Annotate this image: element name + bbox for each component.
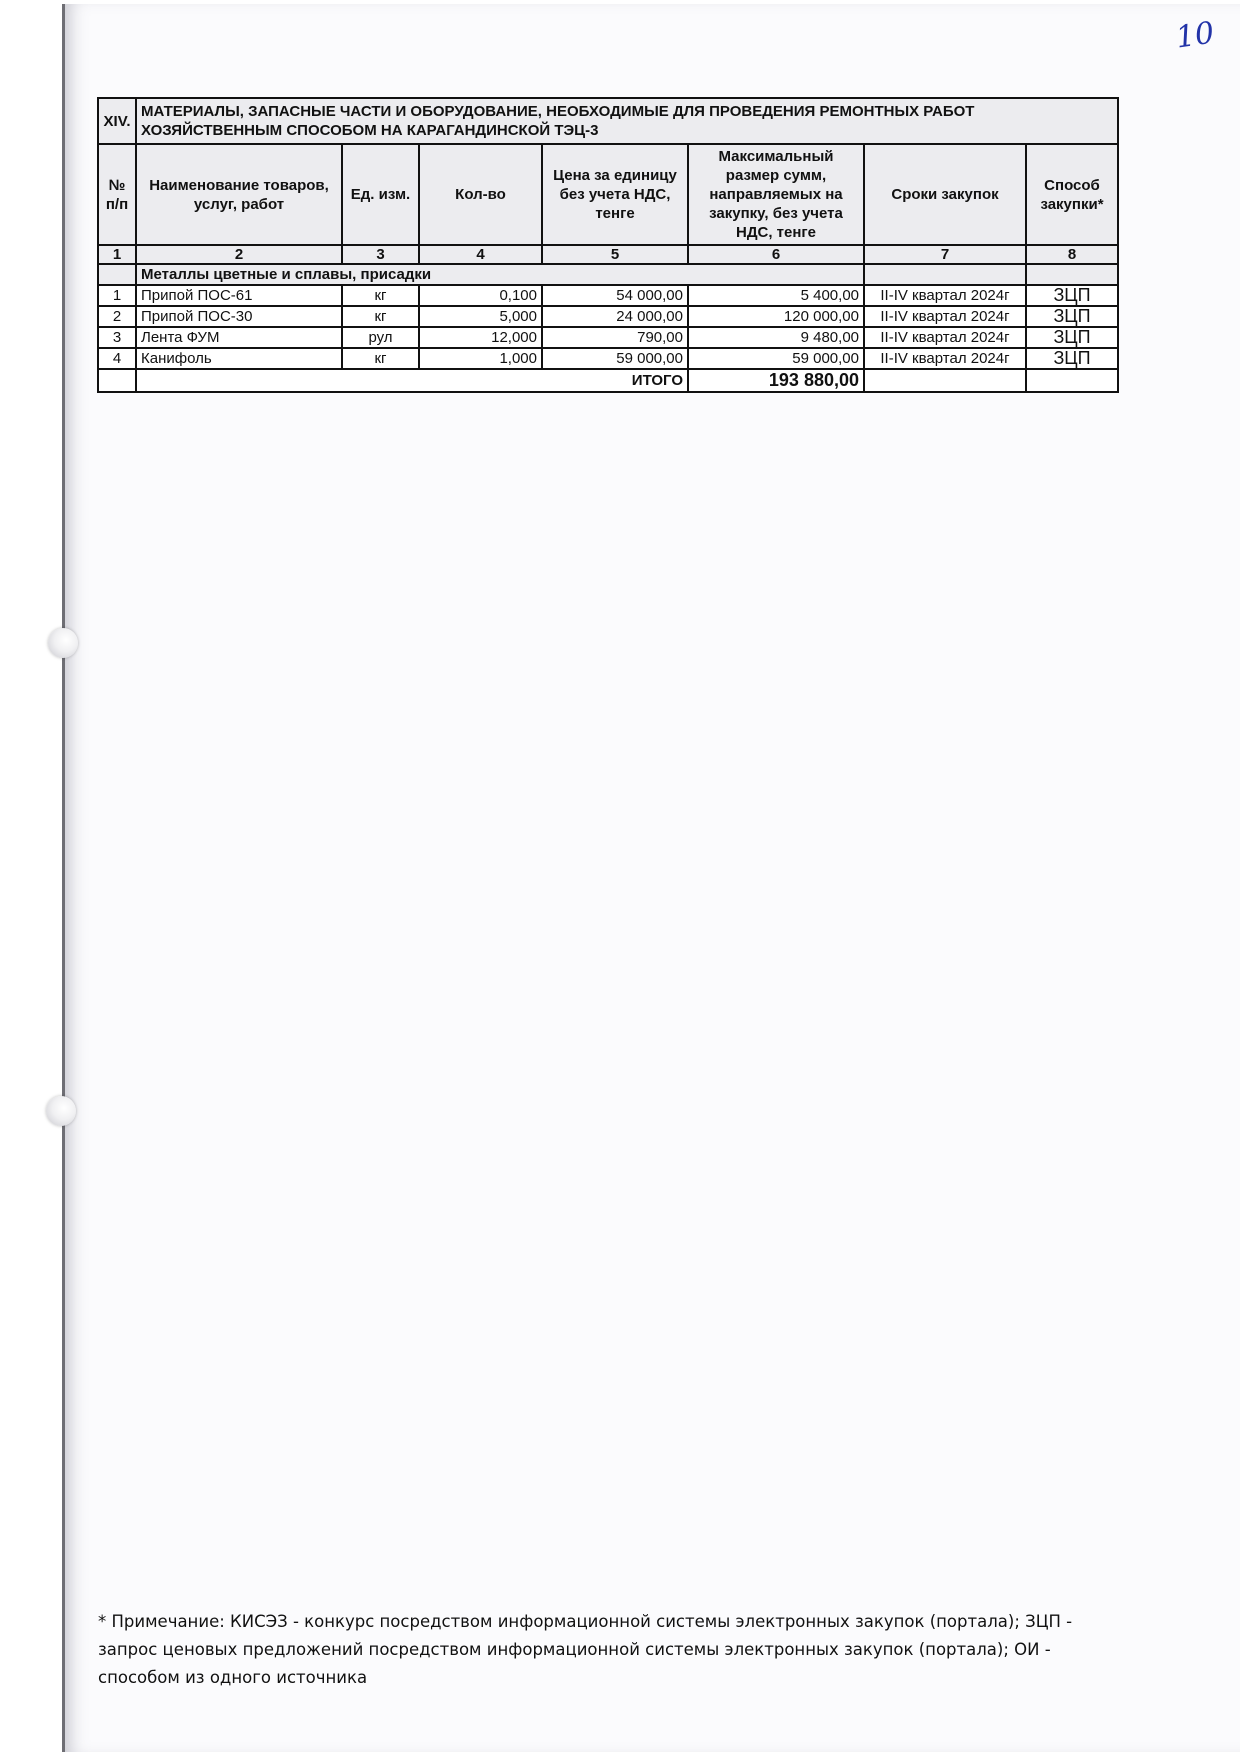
header-method: Способ закупки*	[1026, 144, 1118, 245]
item-method: ЗЦП	[1026, 327, 1118, 348]
header-timing: Сроки закупок	[864, 144, 1026, 245]
header-name: Наименование товаров, услуг, работ	[136, 144, 342, 245]
row-index: 3	[98, 327, 136, 348]
item-max-amount: 9 480,00	[688, 327, 864, 348]
total-row	[98, 369, 1118, 392]
column-number: 2	[136, 245, 342, 264]
header-unit-price: Цена за единицу без учета НДС, тенге	[542, 144, 688, 245]
section-title: МАТЕРИАЛЫ, ЗАПАСНЫЕ ЧАСТИ И ОБОРУДОВАНИЕ, НЕОБХОДИМЫЕ ДЛЯ ПРОВЕДЕНИЯ РЕМОНТНЫХ РАБОТ ХОЗЯЙСТВЕННЫМ СПОСОБОМ НА КАРАГАНДИНСКОЙ ТЭЦ-3	[136, 98, 1118, 144]
item-unit: кг	[342, 306, 419, 327]
item-max-amount: 5 400,00	[688, 285, 864, 306]
group-spacer	[98, 264, 136, 285]
item-name: Канифоль	[136, 348, 342, 369]
row-index: 1	[98, 285, 136, 306]
item-unit: кг	[342, 285, 419, 306]
group-title: Металлы цветные и сплавы, присадки	[136, 264, 864, 285]
item-max-amount: 120 000,00	[688, 306, 864, 327]
item-name: Припой ПОС-61	[136, 285, 342, 306]
footnote: * Примечание: КИСЭЗ - конкурс посредством информационной системы электронных закупок (портала); ЗЦП - запрос ценовых предложений посредством информационной системы электронных закупок (портала); ОИ - способом из одного источника	[98, 1612, 1073, 1687]
item-unit-price: 59 000,00	[542, 348, 688, 369]
item-timing: II-IV квартал 2024г	[864, 285, 1026, 306]
column-number: 1	[98, 245, 136, 264]
column-number-row	[98, 245, 1118, 264]
header-row	[98, 144, 1118, 245]
table-row	[98, 348, 1118, 369]
total-spacer	[98, 369, 136, 392]
item-max-amount: 59 000,00	[688, 348, 864, 369]
punch-hole-upper	[48, 628, 78, 658]
row-index: 4	[98, 348, 136, 369]
column-number: 5	[542, 245, 688, 264]
item-timing: II-IV квартал 2024г	[864, 327, 1026, 348]
item-unit: рул	[342, 327, 419, 348]
item-method: ЗЦП	[1026, 306, 1118, 327]
table-row	[98, 306, 1118, 327]
item-method: ЗЦП	[1026, 285, 1118, 306]
item-quantity: 0,100	[419, 285, 542, 306]
punch-hole-lower	[46, 1096, 76, 1126]
section-title-row	[98, 98, 1118, 144]
total-amount: 193 880,00	[688, 369, 864, 392]
column-number: 6	[688, 245, 864, 264]
handwritten-page-number: 10	[1173, 15, 1217, 56]
item-quantity: 5,000	[419, 306, 542, 327]
item-unit: кг	[342, 348, 419, 369]
procurement-table	[97, 97, 1119, 393]
item-quantity: 1,000	[419, 348, 542, 369]
header-quantity: Кол-во	[419, 144, 542, 245]
column-number: 8	[1026, 245, 1118, 264]
item-name: Припой ПОС-30	[136, 306, 342, 327]
group-row	[98, 264, 1118, 285]
item-unit-price: 24 000,00	[542, 306, 688, 327]
item-method: ЗЦП	[1026, 348, 1118, 369]
total-spacer	[864, 369, 1026, 392]
column-number: 4	[419, 245, 542, 264]
column-number: 7	[864, 245, 1026, 264]
table-row	[98, 285, 1118, 306]
item-timing: II-IV квартал 2024г	[864, 306, 1026, 327]
header-index: № п/п	[98, 144, 136, 245]
item-timing: II-IV квартал 2024г	[864, 348, 1026, 369]
item-unit-price: 790,00	[542, 327, 688, 348]
section-number: XIV.	[98, 98, 136, 144]
column-number: 3	[342, 245, 419, 264]
group-spacer	[1026, 264, 1118, 285]
item-quantity: 12,000	[419, 327, 542, 348]
row-index: 2	[98, 306, 136, 327]
item-name: Лента ФУМ	[136, 327, 342, 348]
total-spacer	[1026, 369, 1118, 392]
total-label: ИТОГО	[136, 369, 688, 392]
group-spacer	[864, 264, 1026, 285]
table-row	[98, 327, 1118, 348]
header-unit: Ед. изм.	[342, 144, 419, 245]
header-max-amount: Максимальный размер сумм, направляемых на закупку, без учета НДС, тенге	[688, 144, 864, 245]
item-unit-price: 54 000,00	[542, 285, 688, 306]
